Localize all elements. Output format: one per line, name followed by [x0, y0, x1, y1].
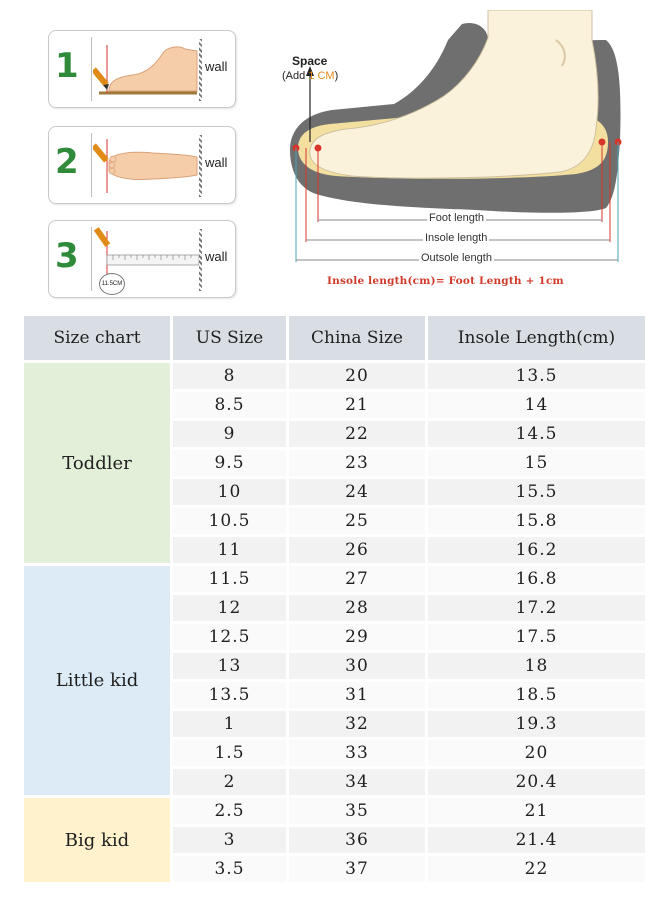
china-size-cell: 35: [289, 798, 425, 824]
foot-length-label: Foot length: [429, 212, 485, 224]
space-add-label: [282, 70, 338, 82]
wall-icon: [199, 229, 202, 291]
us-size-cell: 10: [173, 479, 286, 505]
china-size-cell: 26: [289, 537, 425, 563]
step-2-panel: [48, 126, 236, 204]
us-size-cell: 1.5: [173, 740, 286, 766]
china-size-cell: 23: [289, 450, 425, 476]
space-add-value: 1 CM: [308, 70, 335, 82]
header-cell: Insole Length(cm): [428, 316, 645, 360]
china-size-cell: 33: [289, 740, 425, 766]
china-size-cell: 31: [289, 682, 425, 708]
foot-top-icon: [93, 131, 203, 199]
space-label: Space: [292, 54, 328, 68]
china-size-cell: 27: [289, 566, 425, 592]
insole-length-cell: 16.8: [428, 566, 645, 592]
insole-length-cell: 18: [428, 653, 645, 679]
step-1-panel: [48, 30, 236, 108]
insole-length-cell: 20: [428, 740, 645, 766]
group-label: Toddler: [24, 363, 170, 563]
header-cell: China Size: [289, 316, 425, 360]
china-size-cell: 30: [289, 653, 425, 679]
china-size-cell: 24: [289, 479, 425, 505]
header-cell: Size chart: [24, 316, 170, 360]
space-add-prefix: (Add: [282, 70, 309, 82]
insole-length-cell: 16.2: [428, 537, 645, 563]
step-3-number: 3: [55, 236, 79, 276]
us-size-cell: 13.5: [173, 682, 286, 708]
china-size-cell: 36: [289, 827, 425, 853]
insole-length-cell: 21.4: [428, 827, 645, 853]
us-size-cell: 3: [173, 827, 286, 853]
china-size-cell: 28: [289, 595, 425, 621]
insole-length-cell: 21: [428, 798, 645, 824]
step-3-panel: [48, 220, 236, 298]
us-size-cell: 13: [173, 653, 286, 679]
header-cell: US Size: [173, 316, 286, 360]
insole-length-cell: 22: [428, 856, 645, 882]
space-add-suffix: ): [334, 70, 339, 82]
insole-length-cell: 19.3: [428, 711, 645, 737]
outsole-length-label: Outsole length: [421, 252, 492, 264]
insole-length-label: Insole length: [425, 232, 488, 244]
step-1-number: 1: [55, 46, 79, 86]
us-size-cell: 11: [173, 537, 286, 563]
insole-length-cell: 14: [428, 392, 645, 418]
us-size-cell: 9.5: [173, 450, 286, 476]
china-size-cell: 20: [289, 363, 425, 389]
group-label: Little kid: [24, 566, 170, 795]
measurement-illustration: [0, 0, 669, 310]
ruler-reading: 11.5CM: [99, 273, 125, 295]
china-size-cell: 25: [289, 508, 425, 534]
wall-icon: [199, 39, 202, 101]
insole-length-cell: 15: [428, 450, 645, 476]
us-size-cell: 8.5: [173, 392, 286, 418]
china-size-cell: 22: [289, 421, 425, 447]
step-divider: [91, 227, 92, 291]
wall-icon: [199, 135, 202, 197]
insole-length-cell: 15.8: [428, 508, 645, 534]
wall-label: wall: [205, 249, 228, 264]
insole-length-cell: 13.5: [428, 363, 645, 389]
insole-length-cell: 14.5: [428, 421, 645, 447]
china-size-cell: 37: [289, 856, 425, 882]
step-2-number: 2: [55, 142, 79, 182]
insole-length-cell: 15.5: [428, 479, 645, 505]
step-divider: [91, 37, 92, 101]
us-size-cell: 10.5: [173, 508, 286, 534]
us-size-cell: 11.5: [173, 566, 286, 592]
us-size-cell: 2.5: [173, 798, 286, 824]
us-size-cell: 9: [173, 421, 286, 447]
us-size-cell: 12.5: [173, 624, 286, 650]
insole-length-cell: 17.5: [428, 624, 645, 650]
us-size-cell: 1: [173, 711, 286, 737]
wall-label: wall: [205, 59, 228, 74]
china-size-cell: 29: [289, 624, 425, 650]
us-size-cell: 8: [173, 363, 286, 389]
us-size-cell: 12: [173, 595, 286, 621]
insole-formula: Insole length(cm)= Foot Length + 1cm: [327, 275, 564, 287]
insole-length-cell: 20.4: [428, 769, 645, 795]
china-size-cell: 32: [289, 711, 425, 737]
step-divider: [91, 133, 92, 197]
foot-side-icon: [93, 35, 203, 103]
insole-length-cell: 17.2: [428, 595, 645, 621]
china-size-cell: 34: [289, 769, 425, 795]
size-chart-table: [24, 316, 645, 886]
us-size-cell: 3.5: [173, 856, 286, 882]
china-size-cell: 21: [289, 392, 425, 418]
us-size-cell: 2: [173, 769, 286, 795]
wall-label: wall: [205, 155, 228, 170]
insole-length-cell: 18.5: [428, 682, 645, 708]
group-label: Big kid: [24, 798, 170, 882]
